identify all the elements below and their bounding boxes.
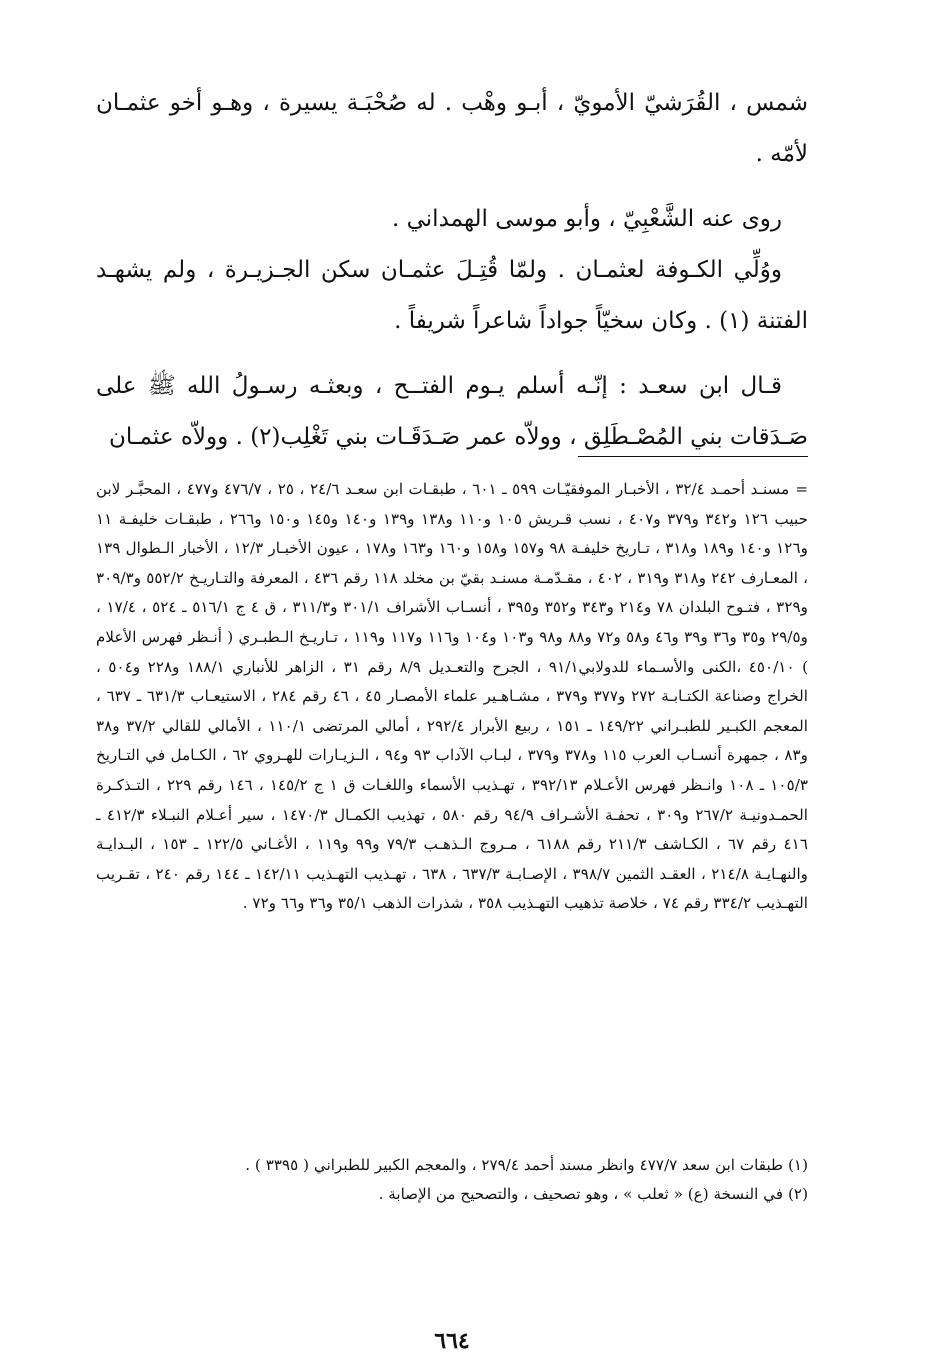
- footnote-1: (١) طبقات ابن سعد ٤٧٧/٧ وانظر مسند أحمد ٢٧٩/٤ ، والمعجم الكبير للطبراني ( ٣٣٩٥ ) .: [245, 1156, 808, 1174]
- footnote-2: (٢) في النسخة (ع) « ثعلب » ، وهو تصحيف ، والتصحيح من الإصابة .: [378, 1185, 808, 1203]
- main-paragraph-4: قـال ابن سعـد : إنّـه أسلم يـوم الفتــح ، وبعثـه رسـولُ الله ﷺ على صَـدَقات بني المُصْـطَلِق ، وولاّه عمر صَـدَقَـات بني تَغْلِب(٢) . وولاّه عثمـان: [96, 373, 808, 450]
- main-text: [96, 78, 808, 463]
- bibliography-text: مسنـد أحمـد ٣٢/٤ ، الأخبـار الموفقيّـات ٥٩٩ ـ ٦٠١ ، طبقـات ابن سعـد ٢٤/٦ ، ٢٥ ، ٤٧٦/٧ و٤٧٧ ، المحبَّـر لابن حبيب ١٢٦ و٣٤٢ و٣٧٩ و٤٠٧ ، نسب قـريش ١٠٥ و١١٠ و١٣٨ و١٣٩ و١٤٠ و١٤٥ و١٥٠ و٢٦٦ ، طبقـات خليفـة ١١ و١٢٦ و١٤٠ و١٨٩ و٣١٨ ، تـاريخ خليفـة ٩٨ و١٥٧ و١٥٨ و١٦٠ و١٦٣ و١٧٨ ، عيون الأخبـار ١٢/٣ ، الأخبار الـطوال ١٣٩ ، المعـارف ٢٤٢ و٣١٨ و٣١٩ ، ٤٠٢ ، مقـدّمـة مسنـد بقيّ بن مخلد ١١٨ رقم ٤٣٦ ، المعرفة والتـاريـخ ٥٥٢/٢ و٣٠٩/٣ و٣٢٩ ، فتـوح البلدان ٧٨ و٢١٤ و٣٤٣ و٣٥٢ و٣٩٥ ، أنسـاب الأشراف ٣٠١/١ و٣١١/٣ ، ق ٤ ج ٥١٦/١ ـ ٥٢٤ ، ١٧/٤ ، و٢٩/٥ و٣٥ و٣٦ و٣٩ و٤٦ و٥٨ و٧٢ و٨٨ و٩٨ و١٠٣ و١٠٤ و١١٦ و١١٧ و١١٩ ، تـاريـخ الـطبـري ( أنـظر فهرس الأعلام ) ٤٥٠/١٠ ،الكنى والأسـماء للدولابي٩١/١ ، الجرح والتعـديل ٨/٩ رقم ٣١ ، الزاهر للأنباري ١٨٨/١ و٢٢٨ و٥٠٤ ، الخراج وصناعة الكتـابـة ٢٧٢ و٣٧٧ و٣٧٩ ، مشـاهـير علماء الأمصـار ٤٥ ، ٤٦ رقم ٢٨٤ ، الاستيعـاب ٦٣١/٣ ـ ٦٣٧ ، المعجم الكبـير للطبـراني ١٤٩/٢٢ ـ ١٥١ ، ربيع الأبرار ٢٩٢/٤ ، أمالي المرتضى ١١٠/١ ، الأمالي للقالي ٣٧/٢ و٣٨ و٨٣ ، جمهرة أنسـاب العرب ١١٥ و٣٧٨ و٣٧٩ ، لبـاب الآداب ٩٣ و٩٤ ، الـزيـارات للهـروي ٦٢ ، الكـامل في التـاريخ ١٠٥/٣ ـ ١٠٨ وانـظر فهرس الأعـلام ٣٩٢/١٣ ، تهـذيب الأسماء واللغـات ق ١ ج ١٤٥/٢ ، ١٤٦ رقم ٢٢٩ ، التـذكـرة الحمـدونيـة ٢٦٧/٢ و٣٠٩ ، تحفـة الأشـراف ٩٤/٩ رقم ٥٨٠ ، تهذيب الكمـال ١٤٧٠/٣ ، سير أعـلام النبـلاء ٤١٢/٣ ـ ٤١٦ رقم ٦٧ ، الكـاشف ٢١١/٣ رقم ٦١٨٨ ، مـروج الـذهـب ٧٩/٣ و٩٩ و١١٩ ، الأغـاني ١٢٢/٥ ـ ١٥٣ ، البـدايـة والنهـايـة ٢١٤/٨ ، العقـد الثمين ٣٩٨/٧ ، الإصـابـة ٦٣٧/٣ ، ٦٣٨ ، تهـذيب التهـذيب ١٤٢/١١ ـ ١٤٤ رقم ٢٤٠ ، تقـريب التهـذيب ٣٣٤/٢ رقم ٧٤ ، خلاصة تذهيب التهـذيب ٣٥٨ ، شذرات الذهب ٣٥/١ و٣٦ و٦٦ و٧٢ .: [96, 480, 809, 913]
- main-paragraph-3: ووُلِّي الكـوفة لعثمـان . ولمّا قُتِـلَ عثمـان سكن الجـزيـرة ، ولم يشهـد الفتنة (١) . وكان سخيّاً جواداً شاعراً شريفاً .: [96, 257, 808, 334]
- page-content: [96, 78, 809, 1354]
- page-number: ٦٦٤: [434, 1328, 470, 1354]
- footnotes: [96, 1151, 808, 1209]
- continuation-mark: =: [795, 480, 809, 498]
- footnote-divider: [578, 456, 808, 457]
- main-paragraph-2: روى عنه الشَّعْبِيّ ، وأبو موسى الهمداني .: [391, 206, 782, 232]
- main-paragraph-1: شمس ، القُرَشيّ الأمويّ ، أبـو وهْب . له صُحْبَـة يسيرة ، وهـو أخو عثمـان لأمّه .: [96, 90, 808, 167]
- bibliography-footnote: [96, 475, 808, 919]
